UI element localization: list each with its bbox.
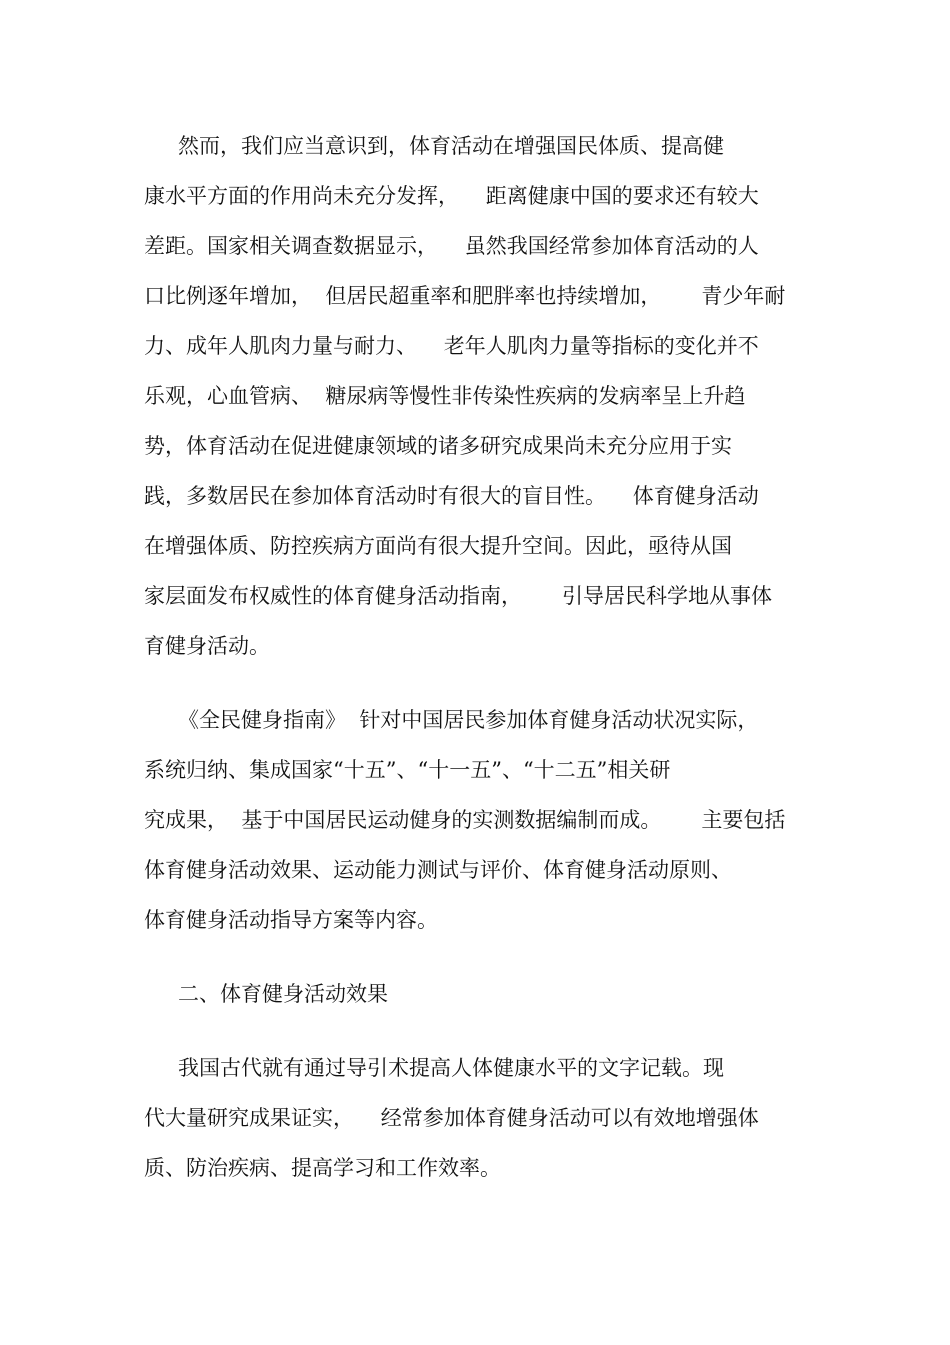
text-line: 家层面发布权威性的体育健身活动指南， 引导居民科学地从事体 (144, 584, 773, 608)
text-line: 差距。国家相关调查数据显示， 虽然我国经常参加体育活动的人 (144, 234, 759, 258)
text-line: 体育健身活动效果、运动能力测试与评价、体育健身活动原则、 (144, 858, 732, 882)
text-line: 代大量研究成果证实， 经常参加体育健身活动可以有效地增强体 (144, 1106, 759, 1130)
text-line: 口比例逐年增加， 但居民超重率和肥胖率也持续增加， 青少年耐 (144, 284, 786, 308)
text-line: 质、防治疾病、提高学习和工作效率。 (144, 1156, 501, 1180)
text-line: 我国古代就有通过导引术提高人体健康水平的文字记载。现 (178, 1056, 724, 1080)
text-line: 践，多数居民在参加体育活动时有很大的盲目性。 体育健身活动 (144, 484, 759, 508)
text-line: 体育健身活动指导方案等内容。 (144, 908, 438, 932)
text-line: 乐观，心血管病、 糖尿病等慢性非传染性疾病的发病率呈上升趋 (144, 384, 746, 408)
text-line: 究成果， 基于中国居民运动健身的实测数据编制而成。 主要包括 (144, 808, 786, 832)
text-line: 康水平方面的作用尚未充分发挥， 距离健康中国的要求还有较大 (144, 184, 759, 208)
text-line: 势，体育活动在促进健康领域的诸多研究成果尚未充分应用于实 (144, 434, 732, 458)
text-line: 在增强体质、防控疾病方面尚有很大提升空间。因此，亟待从国 (144, 534, 732, 558)
text-line: 然而，我们应当意识到，体育活动在增强国民体质、提高健 (178, 134, 724, 158)
text-line: 系统归纳、集成国家“十五”、“十一五”、“十二五”相关研 (144, 758, 671, 782)
heading-text: 二、体育健身活动效果 (178, 982, 388, 1006)
text-line: 《全民健身指南》 针对中国居民参加体育健身活动状况实际， (178, 708, 759, 732)
text-line: 育健身活动。 (144, 634, 270, 658)
text-line: 力、成年人肌肉力量与耐力、 老年人肌肉力量等指标的变化并不 (144, 334, 759, 358)
